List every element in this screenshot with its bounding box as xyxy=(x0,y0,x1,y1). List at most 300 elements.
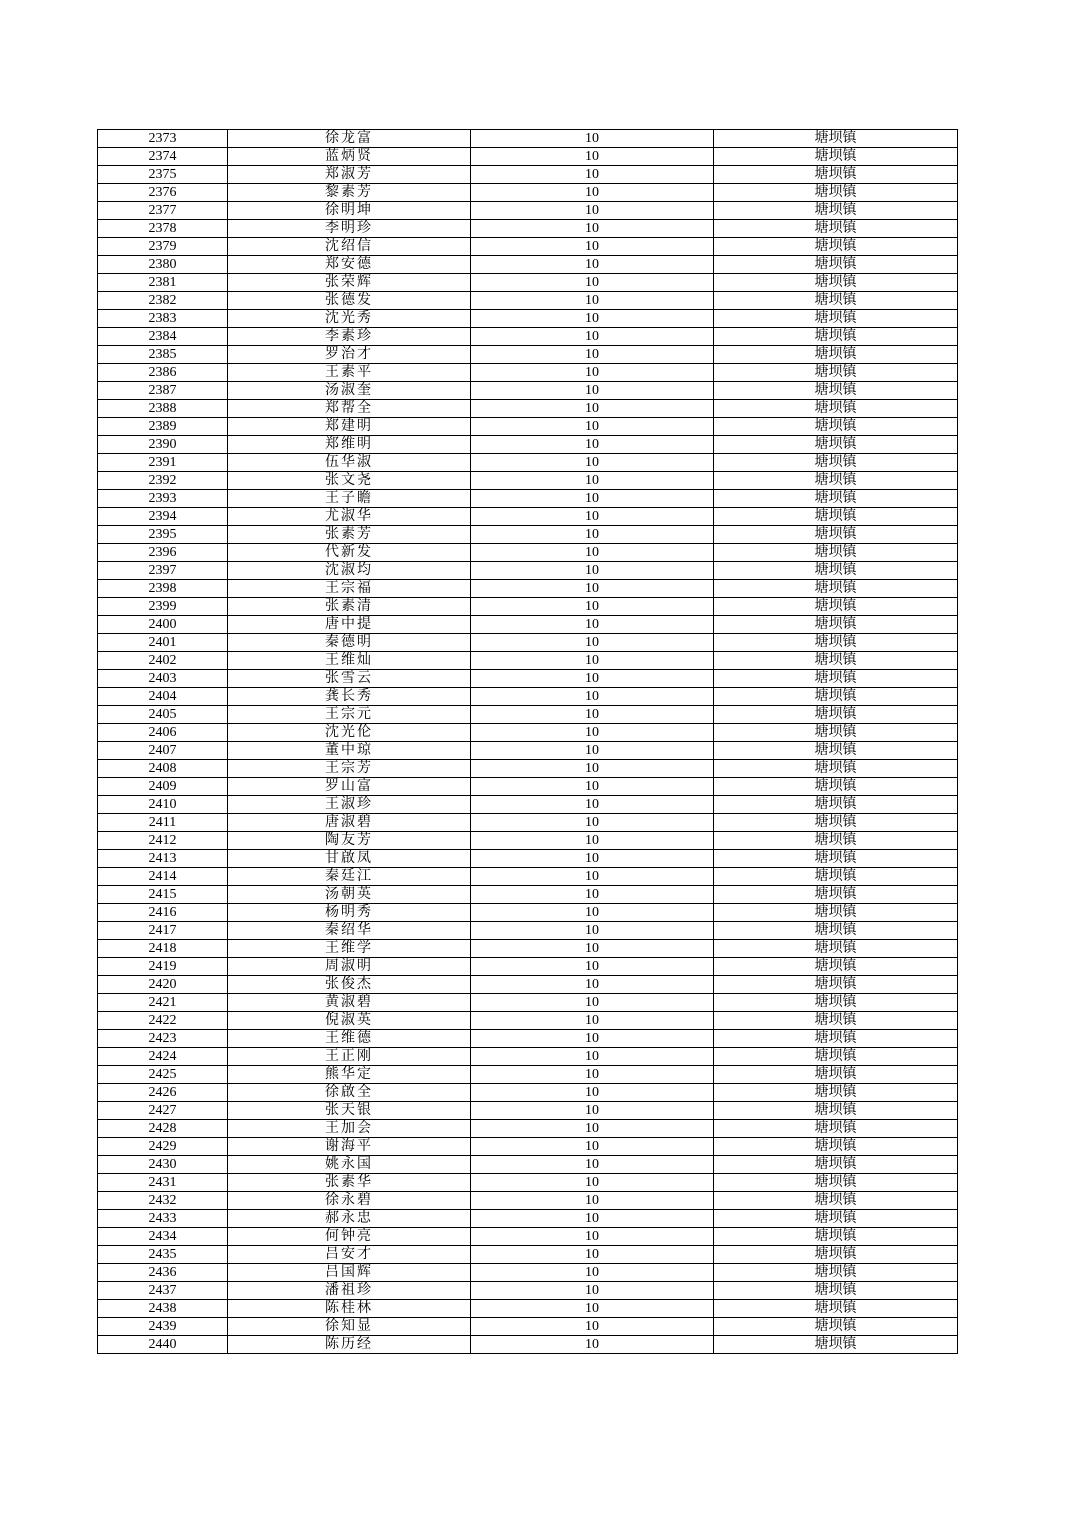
amount-cell: 10 xyxy=(471,706,714,724)
table-row xyxy=(98,310,958,328)
table-row xyxy=(98,1264,958,1282)
table-row xyxy=(98,1300,958,1318)
town-cell: 塘坝镇 xyxy=(714,220,958,238)
town-cell: 塘坝镇 xyxy=(714,850,958,868)
row-number-cell: 2399 xyxy=(98,598,228,616)
amount-cell: 10 xyxy=(471,148,714,166)
row-number-cell: 2389 xyxy=(98,418,228,436)
name-cell: 李明珍 xyxy=(228,220,471,238)
name-cell: 陈历经 xyxy=(228,1336,471,1354)
amount-cell: 10 xyxy=(471,1264,714,1282)
row-number-cell: 2420 xyxy=(98,976,228,994)
row-number-cell: 2438 xyxy=(98,1300,228,1318)
table-row xyxy=(98,418,958,436)
name-cell: 谢海平 xyxy=(228,1138,471,1156)
row-number-cell: 2373 xyxy=(98,130,228,148)
row-number-cell: 2434 xyxy=(98,1228,228,1246)
table-row xyxy=(98,526,958,544)
table-row xyxy=(98,274,958,292)
row-number-cell: 2395 xyxy=(98,526,228,544)
amount-cell: 10 xyxy=(471,1210,714,1228)
row-number-cell: 2407 xyxy=(98,742,228,760)
amount-cell: 10 xyxy=(471,1336,714,1354)
amount-cell: 10 xyxy=(471,868,714,886)
town-cell: 塘坝镇 xyxy=(714,1084,958,1102)
amount-cell: 10 xyxy=(471,346,714,364)
row-number-cell: 2382 xyxy=(98,292,228,310)
amount-cell: 10 xyxy=(471,886,714,904)
table-row xyxy=(98,1174,958,1192)
name-cell: 王子瞻 xyxy=(228,490,471,508)
table-row xyxy=(98,1066,958,1084)
town-cell: 塘坝镇 xyxy=(714,1282,958,1300)
amount-cell: 10 xyxy=(471,310,714,328)
name-cell: 郑维明 xyxy=(228,436,471,454)
amount-cell: 10 xyxy=(471,544,714,562)
table-row xyxy=(98,832,958,850)
amount-cell: 10 xyxy=(471,688,714,706)
amount-cell: 10 xyxy=(471,220,714,238)
table-row xyxy=(98,364,958,382)
amount-cell: 10 xyxy=(471,184,714,202)
table-row xyxy=(98,904,958,922)
town-cell: 塘坝镇 xyxy=(714,382,958,400)
amount-cell: 10 xyxy=(471,364,714,382)
amount-cell: 10 xyxy=(471,292,714,310)
row-number-cell: 2423 xyxy=(98,1030,228,1048)
town-cell: 塘坝镇 xyxy=(714,994,958,1012)
name-cell: 郑安德 xyxy=(228,256,471,274)
amount-cell: 10 xyxy=(471,1030,714,1048)
table-row xyxy=(98,238,958,256)
name-cell: 姚永国 xyxy=(228,1156,471,1174)
row-number-cell: 2375 xyxy=(98,166,228,184)
town-cell: 塘坝镇 xyxy=(714,1156,958,1174)
amount-cell: 10 xyxy=(471,418,714,436)
name-cell: 王素平 xyxy=(228,364,471,382)
name-cell: 龚长秀 xyxy=(228,688,471,706)
town-cell: 塘坝镇 xyxy=(714,148,958,166)
table-row xyxy=(98,1102,958,1120)
row-number-cell: 2422 xyxy=(98,1012,228,1030)
name-cell: 周淑明 xyxy=(228,958,471,976)
amount-cell: 10 xyxy=(471,994,714,1012)
name-cell: 王维学 xyxy=(228,940,471,958)
row-number-cell: 2386 xyxy=(98,364,228,382)
town-cell: 塘坝镇 xyxy=(714,1066,958,1084)
name-cell: 王维灿 xyxy=(228,652,471,670)
name-cell: 王维德 xyxy=(228,1030,471,1048)
name-cell: 杨明秀 xyxy=(228,904,471,922)
town-cell: 塘坝镇 xyxy=(714,256,958,274)
row-number-cell: 2387 xyxy=(98,382,228,400)
town-cell: 塘坝镇 xyxy=(714,1030,958,1048)
town-cell: 塘坝镇 xyxy=(714,202,958,220)
amount-cell: 10 xyxy=(471,130,714,148)
name-cell: 秦廷江 xyxy=(228,868,471,886)
table-row xyxy=(98,508,958,526)
row-number-cell: 2426 xyxy=(98,1084,228,1102)
amount-cell: 10 xyxy=(471,1120,714,1138)
table-row xyxy=(98,400,958,418)
town-cell: 塘坝镇 xyxy=(714,1102,958,1120)
name-cell: 吕国辉 xyxy=(228,1264,471,1282)
amount-cell: 10 xyxy=(471,850,714,868)
amount-cell: 10 xyxy=(471,922,714,940)
town-cell: 塘坝镇 xyxy=(714,706,958,724)
town-cell: 塘坝镇 xyxy=(714,1192,958,1210)
row-number-cell: 2415 xyxy=(98,886,228,904)
row-number-cell: 2410 xyxy=(98,796,228,814)
table-row xyxy=(98,616,958,634)
name-cell: 徐龙富 xyxy=(228,130,471,148)
row-number-cell: 2425 xyxy=(98,1066,228,1084)
table-row xyxy=(98,634,958,652)
row-number-cell: 2380 xyxy=(98,256,228,274)
row-number-cell: 2397 xyxy=(98,562,228,580)
row-number-cell: 2391 xyxy=(98,454,228,472)
town-cell: 塘坝镇 xyxy=(714,238,958,256)
row-number-cell: 2419 xyxy=(98,958,228,976)
row-number-cell: 2398 xyxy=(98,580,228,598)
town-cell: 塘坝镇 xyxy=(714,1138,958,1156)
town-cell: 塘坝镇 xyxy=(714,472,958,490)
amount-cell: 10 xyxy=(471,958,714,976)
table-row xyxy=(98,598,958,616)
table-row xyxy=(98,814,958,832)
table-row xyxy=(98,742,958,760)
town-cell: 塘坝镇 xyxy=(714,1228,958,1246)
name-cell: 王加会 xyxy=(228,1120,471,1138)
table-row xyxy=(98,688,958,706)
row-number-cell: 2402 xyxy=(98,652,228,670)
town-cell: 塘坝镇 xyxy=(714,760,958,778)
town-cell: 塘坝镇 xyxy=(714,832,958,850)
town-cell: 塘坝镇 xyxy=(714,1210,958,1228)
amount-cell: 10 xyxy=(471,832,714,850)
row-number-cell: 2404 xyxy=(98,688,228,706)
name-cell: 张文尧 xyxy=(228,472,471,490)
table-row xyxy=(98,850,958,868)
amount-cell: 10 xyxy=(471,1174,714,1192)
data-table xyxy=(97,129,958,1354)
row-number-cell: 2411 xyxy=(98,814,228,832)
row-number-cell: 2424 xyxy=(98,1048,228,1066)
amount-cell: 10 xyxy=(471,904,714,922)
town-cell: 塘坝镇 xyxy=(714,184,958,202)
town-cell: 塘坝镇 xyxy=(714,688,958,706)
name-cell: 秦绍华 xyxy=(228,922,471,940)
table-row xyxy=(98,778,958,796)
amount-cell: 10 xyxy=(471,1228,714,1246)
row-number-cell: 2394 xyxy=(98,508,228,526)
row-number-cell: 2405 xyxy=(98,706,228,724)
row-number-cell: 2440 xyxy=(98,1336,228,1354)
town-cell: 塘坝镇 xyxy=(714,976,958,994)
row-number-cell: 2376 xyxy=(98,184,228,202)
table-row xyxy=(98,166,958,184)
town-cell: 塘坝镇 xyxy=(714,562,958,580)
amount-cell: 10 xyxy=(471,742,714,760)
table-row xyxy=(98,346,958,364)
name-cell: 倪淑英 xyxy=(228,1012,471,1030)
row-number-cell: 2384 xyxy=(98,328,228,346)
row-number-cell: 2435 xyxy=(98,1246,228,1264)
amount-cell: 10 xyxy=(471,598,714,616)
amount-cell: 10 xyxy=(471,472,714,490)
town-cell: 塘坝镇 xyxy=(714,310,958,328)
amount-cell: 10 xyxy=(471,634,714,652)
row-number-cell: 2414 xyxy=(98,868,228,886)
name-cell: 罗山富 xyxy=(228,778,471,796)
town-cell: 塘坝镇 xyxy=(714,958,958,976)
name-cell: 沈光秀 xyxy=(228,310,471,328)
amount-cell: 10 xyxy=(471,166,714,184)
row-number-cell: 2429 xyxy=(98,1138,228,1156)
row-number-cell: 2432 xyxy=(98,1192,228,1210)
row-number-cell: 2406 xyxy=(98,724,228,742)
table-row xyxy=(98,922,958,940)
town-cell: 塘坝镇 xyxy=(714,886,958,904)
town-cell: 塘坝镇 xyxy=(714,346,958,364)
name-cell: 甘啟凤 xyxy=(228,850,471,868)
name-cell: 沈绍信 xyxy=(228,238,471,256)
amount-cell: 10 xyxy=(471,760,714,778)
amount-cell: 10 xyxy=(471,1048,714,1066)
name-cell: 沈淑均 xyxy=(228,562,471,580)
amount-cell: 10 xyxy=(471,1318,714,1336)
town-cell: 塘坝镇 xyxy=(714,130,958,148)
amount-cell: 10 xyxy=(471,562,714,580)
table-row xyxy=(98,490,958,508)
table-row xyxy=(98,1048,958,1066)
town-cell: 塘坝镇 xyxy=(714,868,958,886)
amount-cell: 10 xyxy=(471,1102,714,1120)
row-number-cell: 2428 xyxy=(98,1120,228,1138)
row-number-cell: 2437 xyxy=(98,1282,228,1300)
table-row xyxy=(98,562,958,580)
name-cell: 熊华定 xyxy=(228,1066,471,1084)
table-row xyxy=(98,220,958,238)
table-row xyxy=(98,994,958,1012)
row-number-cell: 2412 xyxy=(98,832,228,850)
table-row xyxy=(98,1084,958,1102)
table-row xyxy=(98,292,958,310)
name-cell: 秦德明 xyxy=(228,634,471,652)
name-cell: 王宗福 xyxy=(228,580,471,598)
table-row xyxy=(98,706,958,724)
amount-cell: 10 xyxy=(471,778,714,796)
row-number-cell: 2392 xyxy=(98,472,228,490)
town-cell: 塘坝镇 xyxy=(714,580,958,598)
table-row xyxy=(98,1030,958,1048)
name-cell: 王宗元 xyxy=(228,706,471,724)
row-number-cell: 2381 xyxy=(98,274,228,292)
town-cell: 塘坝镇 xyxy=(714,1012,958,1030)
town-cell: 塘坝镇 xyxy=(714,436,958,454)
town-cell: 塘坝镇 xyxy=(714,616,958,634)
name-cell: 徐啟全 xyxy=(228,1084,471,1102)
town-cell: 塘坝镇 xyxy=(714,1048,958,1066)
name-cell: 潘祖珍 xyxy=(228,1282,471,1300)
row-number-cell: 2378 xyxy=(98,220,228,238)
row-number-cell: 2377 xyxy=(98,202,228,220)
town-cell: 塘坝镇 xyxy=(714,778,958,796)
table-row xyxy=(98,724,958,742)
table-row xyxy=(98,940,958,958)
name-cell: 汤朝英 xyxy=(228,886,471,904)
amount-cell: 10 xyxy=(471,1300,714,1318)
amount-cell: 10 xyxy=(471,1282,714,1300)
table-row xyxy=(98,580,958,598)
name-cell: 张素清 xyxy=(228,598,471,616)
table-row xyxy=(98,184,958,202)
row-number-cell: 2403 xyxy=(98,670,228,688)
name-cell: 吕安才 xyxy=(228,1246,471,1264)
row-number-cell: 2417 xyxy=(98,922,228,940)
table-row xyxy=(98,454,958,472)
amount-cell: 10 xyxy=(471,814,714,832)
name-cell: 沈光伦 xyxy=(228,724,471,742)
table-row xyxy=(98,796,958,814)
name-cell: 张天银 xyxy=(228,1102,471,1120)
table-row xyxy=(98,1246,958,1264)
name-cell: 陶友芳 xyxy=(228,832,471,850)
table-row xyxy=(98,1138,958,1156)
town-cell: 塘坝镇 xyxy=(714,904,958,922)
amount-cell: 10 xyxy=(471,796,714,814)
town-cell: 塘坝镇 xyxy=(714,1336,958,1354)
row-number-cell: 2396 xyxy=(98,544,228,562)
town-cell: 塘坝镇 xyxy=(714,940,958,958)
amount-cell: 10 xyxy=(471,1084,714,1102)
table-row xyxy=(98,148,958,166)
row-number-cell: 2408 xyxy=(98,760,228,778)
name-cell: 伍华淑 xyxy=(228,454,471,472)
table-row xyxy=(98,1192,958,1210)
row-number-cell: 2379 xyxy=(98,238,228,256)
name-cell: 张雪云 xyxy=(228,670,471,688)
amount-cell: 10 xyxy=(471,670,714,688)
table-row xyxy=(98,1282,958,1300)
town-cell: 塘坝镇 xyxy=(714,526,958,544)
amount-cell: 10 xyxy=(471,436,714,454)
table-row xyxy=(98,202,958,220)
name-cell: 汤淑奎 xyxy=(228,382,471,400)
town-cell: 塘坝镇 xyxy=(714,508,958,526)
town-cell: 塘坝镇 xyxy=(714,1318,958,1336)
town-cell: 塘坝镇 xyxy=(714,364,958,382)
row-number-cell: 2385 xyxy=(98,346,228,364)
amount-cell: 10 xyxy=(471,238,714,256)
amount-cell: 10 xyxy=(471,508,714,526)
row-number-cell: 2421 xyxy=(98,994,228,1012)
town-cell: 塘坝镇 xyxy=(714,598,958,616)
name-cell: 唐淑碧 xyxy=(228,814,471,832)
name-cell: 唐中提 xyxy=(228,616,471,634)
table-row xyxy=(98,1120,958,1138)
name-cell: 王正刚 xyxy=(228,1048,471,1066)
name-cell: 徐永碧 xyxy=(228,1192,471,1210)
town-cell: 塘坝镇 xyxy=(714,1120,958,1138)
row-number-cell: 2390 xyxy=(98,436,228,454)
amount-cell: 10 xyxy=(471,1192,714,1210)
name-cell: 郝永忠 xyxy=(228,1210,471,1228)
amount-cell: 10 xyxy=(471,1138,714,1156)
amount-cell: 10 xyxy=(471,274,714,292)
row-number-cell: 2409 xyxy=(98,778,228,796)
row-number-cell: 2431 xyxy=(98,1174,228,1192)
name-cell: 代新发 xyxy=(228,544,471,562)
name-cell: 黎素芳 xyxy=(228,184,471,202)
table-row xyxy=(98,976,958,994)
row-number-cell: 2430 xyxy=(98,1156,228,1174)
amount-cell: 10 xyxy=(471,1066,714,1084)
amount-cell: 10 xyxy=(471,1246,714,1264)
amount-cell: 10 xyxy=(471,454,714,472)
name-cell: 黄淑碧 xyxy=(228,994,471,1012)
row-number-cell: 2393 xyxy=(98,490,228,508)
name-cell: 徐明坤 xyxy=(228,202,471,220)
town-cell: 塘坝镇 xyxy=(714,742,958,760)
town-cell: 塘坝镇 xyxy=(714,544,958,562)
table-row xyxy=(98,1318,958,1336)
name-cell: 李素珍 xyxy=(228,328,471,346)
row-number-cell: 2427 xyxy=(98,1102,228,1120)
table-body xyxy=(98,130,958,1354)
table-row xyxy=(98,652,958,670)
table-row xyxy=(98,670,958,688)
table-row xyxy=(98,544,958,562)
amount-cell: 10 xyxy=(471,526,714,544)
town-cell: 塘坝镇 xyxy=(714,454,958,472)
name-cell: 尤淑华 xyxy=(228,508,471,526)
table-row xyxy=(98,958,958,976)
name-cell: 张德发 xyxy=(228,292,471,310)
name-cell: 罗治才 xyxy=(228,346,471,364)
row-number-cell: 2388 xyxy=(98,400,228,418)
amount-cell: 10 xyxy=(471,580,714,598)
amount-cell: 10 xyxy=(471,616,714,634)
town-cell: 塘坝镇 xyxy=(714,634,958,652)
row-number-cell: 2416 xyxy=(98,904,228,922)
table-row xyxy=(98,1156,958,1174)
amount-cell: 10 xyxy=(471,1012,714,1030)
amount-cell: 10 xyxy=(471,1156,714,1174)
row-number-cell: 2436 xyxy=(98,1264,228,1282)
town-cell: 塘坝镇 xyxy=(714,400,958,418)
town-cell: 塘坝镇 xyxy=(714,670,958,688)
name-cell: 陈桂林 xyxy=(228,1300,471,1318)
row-number-cell: 2383 xyxy=(98,310,228,328)
table-row xyxy=(98,382,958,400)
amount-cell: 10 xyxy=(471,652,714,670)
name-cell: 蓝炳贤 xyxy=(228,148,471,166)
town-cell: 塘坝镇 xyxy=(714,274,958,292)
amount-cell: 10 xyxy=(471,976,714,994)
table-row xyxy=(98,886,958,904)
town-cell: 塘坝镇 xyxy=(714,328,958,346)
row-number-cell: 2433 xyxy=(98,1210,228,1228)
table-row xyxy=(98,868,958,886)
table-row xyxy=(98,472,958,490)
name-cell: 张荣辉 xyxy=(228,274,471,292)
amount-cell: 10 xyxy=(471,256,714,274)
town-cell: 塘坝镇 xyxy=(714,418,958,436)
town-cell: 塘坝镇 xyxy=(714,796,958,814)
table-row xyxy=(98,760,958,778)
town-cell: 塘坝镇 xyxy=(714,292,958,310)
